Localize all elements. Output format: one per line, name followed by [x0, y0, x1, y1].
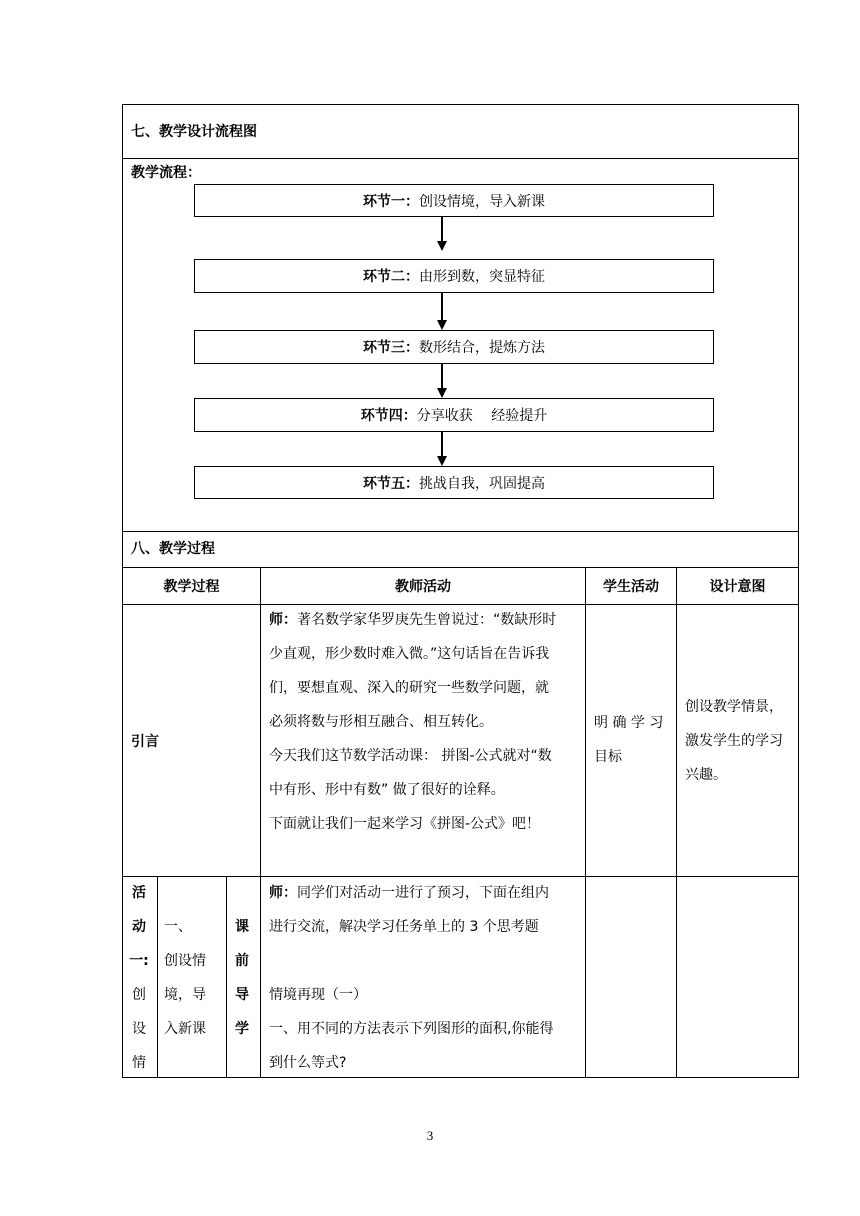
prestudy-char: 前: [235, 953, 249, 969]
flow-step-2: [194, 259, 714, 293]
student-line: 目标: [594, 749, 622, 765]
section7-title: 七、教学设计流程图: [131, 124, 257, 140]
teacher-line: 进行交流，解决学习任务单上的 3 个思考题: [269, 919, 539, 935]
page-number: 3: [426, 1128, 434, 1143]
row2-activity-label: [127, 876, 151, 1080]
flow-step-text: 创设情境，导入新课: [419, 193, 545, 210]
col-divider-student: [585, 567, 586, 1078]
flow-label: 教学流程：: [131, 165, 201, 181]
teacher-line: [269, 876, 581, 910]
activity-char: 设: [132, 1021, 146, 1037]
activity-char: 动: [132, 919, 146, 935]
flow-step-text: 数形结合，提炼方法: [419, 340, 545, 356]
row1-student-activity: [594, 706, 674, 774]
flow-step-text: 分享收获 经验提升: [416, 408, 548, 424]
intent-line: 创设教学情景，: [685, 699, 783, 715]
teacher-line-text: 著名数学家华罗庚先生曾说过：“数缺形时: [297, 612, 557, 628]
flow-step-3: [194, 330, 714, 364]
teacher-line: 一、用不同的方法表示下列图形的面积,你能得: [269, 1021, 554, 1037]
teacher-line: 少直观，形少数时难入微。”这句话旨在告诉我: [269, 646, 550, 662]
header-student-activity: 学生活动: [603, 579, 659, 595]
row1-teacher-activity: [269, 603, 581, 841]
activity-char: 情: [132, 1055, 146, 1071]
section8-title: 八、教学过程: [131, 541, 215, 557]
prestudy-char: 课: [235, 919, 249, 935]
teacher-line: [269, 603, 581, 637]
student-line: 明 确 学 习: [594, 715, 664, 731]
teacher-line: 今天我们这节数学活动课： 拼图-公式就对“数: [269, 748, 552, 764]
prestudy-char: 学: [235, 1021, 249, 1037]
col-divider-intent: [676, 567, 677, 1078]
teacher-prefix: 师：: [269, 885, 297, 901]
stage-line: 入新课: [164, 1021, 206, 1037]
flow-step-text: 由形到数，突显特征: [419, 269, 545, 285]
flow-step-label: 环节四：: [360, 408, 417, 424]
stage-line: 创设情: [164, 953, 206, 969]
header-design-intent: 设计意图: [709, 579, 766, 595]
row1-process: 引言: [131, 734, 159, 750]
teacher-line: [269, 944, 581, 978]
teacher-line-text: 同学们对活动一进行了预习，下面在组内: [297, 885, 549, 901]
flow-step-label: 环节一：: [363, 193, 419, 210]
activity-char: 活: [132, 885, 146, 901]
flow-step-5: [194, 466, 714, 499]
stage-line: 一、: [164, 919, 192, 935]
flow-arrow-2: [438, 293, 446, 330]
intent-line: 激发学生的学习: [685, 733, 783, 749]
col-divider-teacher: [260, 567, 261, 1078]
row2-subcol-divider-1: [157, 876, 158, 1078]
section7-divider: [122, 158, 799, 159]
teacher-prefix: 师：: [269, 612, 297, 628]
row1-design-intent: [685, 690, 797, 792]
prestudy-char: 导: [235, 987, 249, 1003]
activity-char: 一:: [129, 953, 149, 969]
row2-teacher-activity: [269, 876, 581, 1080]
header-teacher-activity: 教师活动: [395, 579, 451, 595]
teacher-line: 情境再现（一）: [269, 987, 367, 1003]
flow-arrow-4: [438, 432, 446, 466]
row2-stage-label: [164, 910, 224, 1046]
flow-arrow-3: [438, 364, 446, 398]
frame-top-border: [122, 104, 799, 105]
row2-subcol-divider-2: [226, 876, 227, 1078]
row2-prestudy-label: [230, 910, 254, 1046]
flow-arrow-1: [438, 217, 446, 251]
flow-step-4: [194, 398, 714, 432]
flow-step-label: 环节五：: [363, 475, 419, 492]
teacher-line: 到什么等式?: [269, 1055, 347, 1071]
teacher-line: 下面就让我们一起来学习《拼图-公式》吧！: [269, 816, 541, 832]
header-process: 教学过程: [163, 579, 220, 595]
teacher-line: 中有形、形中有数” 做了很好的诠释。: [269, 782, 505, 798]
flow-step-label: 环节三：: [363, 340, 419, 356]
flow-step-text: 挑战自我，巩固提高: [419, 475, 545, 492]
teacher-line: 们，要想直观、深入的研究一些数学问题，就: [269, 680, 549, 696]
frame-right-border: [798, 104, 799, 1078]
flow-step-1: [194, 184, 714, 217]
teacher-line: 必须将数与形相互融合、相互转化。: [269, 714, 493, 730]
stage-line: 境，导: [164, 987, 206, 1003]
section8-divider-top: [122, 531, 799, 532]
flow-step-label: 环节二：: [363, 269, 419, 285]
intent-line: 兴趣。: [685, 767, 727, 783]
activity-char: 创: [132, 987, 146, 1003]
